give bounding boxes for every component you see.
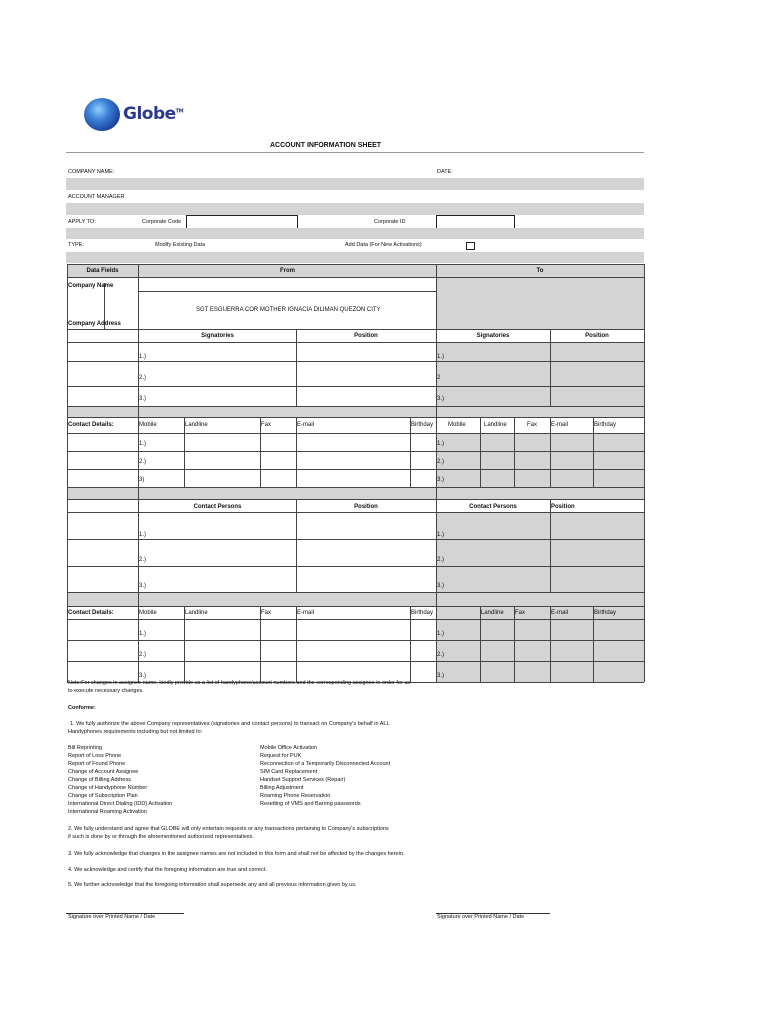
logo-text: Globe™ bbox=[123, 104, 184, 124]
page-title: ACCOUNT INFORMATION SHEET bbox=[270, 142, 382, 149]
contact2-2-num: 2.) bbox=[139, 652, 147, 658]
col2-fax: Fax bbox=[261, 610, 272, 616]
cp-2-num: 2.) bbox=[139, 557, 147, 563]
to-col2-fax: Fax bbox=[515, 610, 526, 616]
company-name-field[interactable] bbox=[66, 178, 644, 190]
globe-logo-icon bbox=[84, 98, 120, 131]
to-col-landline: Landline bbox=[484, 422, 507, 428]
to-cp-2-num: 2.) bbox=[437, 557, 445, 563]
to-cp-1-num: 1.) bbox=[437, 532, 445, 538]
col2-email: E-mail bbox=[297, 610, 315, 616]
to-col-fax: Fax bbox=[527, 422, 538, 428]
to-contact-3-num: 3.) bbox=[437, 477, 445, 483]
col-email: E-mail bbox=[297, 422, 315, 428]
header-from: From bbox=[280, 268, 295, 274]
add-data-checkbox[interactable] bbox=[466, 242, 475, 250]
to-col2-landline: Landline bbox=[481, 610, 504, 616]
col2-birthday: Birthday bbox=[411, 610, 434, 616]
left-list-1: Report of Loss Phone bbox=[68, 753, 122, 759]
conforme-p5: 5. We further acknowledge that the foregoing information shall supersede any and all previous information given by us. bbox=[68, 882, 357, 888]
left-list-0: Bill Reprinting bbox=[68, 745, 102, 751]
conforme-p1b: Handyphones requirements including but not limited to: bbox=[68, 729, 203, 735]
left-list-5: Change of Handyphone Number bbox=[68, 785, 148, 791]
header-to: To bbox=[536, 268, 544, 274]
to-position-header: Position bbox=[585, 333, 609, 339]
left-list-3: Change of Account Assignee bbox=[68, 769, 139, 775]
corporate-code-label: Corporate Code bbox=[142, 219, 182, 225]
to-contact2-1-num: 1.) bbox=[437, 631, 445, 637]
conforme-p2a: 2. We fully understand and agree that GLOBE will only entertain requests or any transactions pertaining to Company's subscriptions bbox=[68, 826, 389, 832]
to-signatories-header: Signatories bbox=[476, 333, 510, 339]
header-data-fields: Data Fields bbox=[86, 268, 119, 274]
left-list-8: International Roaming Activation bbox=[68, 809, 147, 815]
signatory-2-num: 2.) bbox=[139, 375, 147, 381]
conforme-heading: Conforme: bbox=[68, 705, 96, 711]
company-name-row-label: Company Name bbox=[68, 283, 114, 289]
signatories-header: Signatories bbox=[201, 333, 234, 339]
to-col2-email: E-mail bbox=[551, 610, 569, 616]
col-landline: Landline bbox=[185, 422, 208, 428]
right-list-6: Roaming Phone Reservation bbox=[260, 793, 331, 799]
left-list-2: Report of Found Phone bbox=[68, 761, 126, 767]
conforme-p2b: if such is done by or through the aforementioned authorized representatives. bbox=[68, 834, 254, 840]
contact2-1-num: 1.) bbox=[139, 631, 147, 637]
company-name-label: COMPANY NAME: bbox=[68, 169, 115, 175]
note-line-1: Note:For changes in assignee name, kindly provide us a list of handyphone/account numbers and the corresponding assignee in order for us bbox=[68, 680, 411, 686]
to-signatory-1-num: 1.) bbox=[437, 354, 445, 360]
to-signatory-2-num: 2 bbox=[437, 375, 441, 381]
col2-mobile: Mobile bbox=[139, 610, 157, 616]
right-list-4: Handset Support Services (Repair) bbox=[260, 777, 346, 783]
signature-right-label: Signature over Printed Name / Date bbox=[437, 914, 525, 920]
contact-persons-header: Contact Persons bbox=[193, 504, 242, 510]
signatory-3-num: 3.) bbox=[139, 396, 147, 402]
col-birthday: Birthday bbox=[411, 422, 434, 428]
right-list-5: Billing Adjustment bbox=[260, 785, 304, 791]
to-contact-2-num: 2.) bbox=[437, 459, 445, 465]
right-list-0: Mobile Office Activation bbox=[260, 745, 318, 751]
position-header: Position bbox=[354, 333, 378, 339]
company-address-row-label: Company Address bbox=[68, 321, 121, 327]
right-list-2: Reconnection of a Temporarily Disconnected Account bbox=[260, 761, 391, 767]
to-col-email: E-mail bbox=[551, 422, 569, 428]
to-col-birthday: Birthday bbox=[594, 422, 617, 428]
account-manager-label: ACCOUNT MANAGER bbox=[68, 194, 125, 200]
col-fax: Fax bbox=[261, 422, 272, 428]
col2-landline: Landline bbox=[185, 610, 208, 616]
to-contact2-3-num: 3.) bbox=[437, 673, 445, 679]
contact2-3-num: 3.) bbox=[139, 673, 147, 679]
corporate-id-input[interactable] bbox=[436, 215, 515, 229]
conforme-p1a: 1. We fully authorize the above Company representatives (signatories and contact persons) to transact on Company's behalf in ALL bbox=[70, 721, 390, 727]
corporate-code-input[interactable] bbox=[186, 215, 298, 229]
left-list-7: International Direct Dialing (IDD) Activation bbox=[68, 801, 173, 807]
right-list-3: SIM Card Replacement bbox=[260, 769, 318, 775]
to-contact2-2-num: 2.) bbox=[437, 652, 445, 658]
right-list-7: Resetting of VMS and Barring passwords bbox=[260, 801, 361, 807]
col-mobile: Mobile bbox=[139, 422, 157, 428]
account-manager-field[interactable] bbox=[66, 203, 644, 215]
company-address-value: SGT ESGUERRA COR MOTHER IGNACIA DILIMAN QUEZON CITY bbox=[196, 307, 381, 313]
contact-3-num: 3) bbox=[139, 477, 145, 483]
cp-1-num: 1.) bbox=[139, 532, 147, 538]
right-list-1: Request for PUK bbox=[260, 753, 302, 759]
left-list-4: Change of Billing Address bbox=[68, 777, 131, 783]
to-col2-birthday: Birthday bbox=[594, 610, 617, 616]
modify-data-label: Modify Existing Data bbox=[155, 242, 206, 248]
cp-position-header: Position bbox=[354, 504, 378, 510]
signatory-1-num: 1.) bbox=[139, 354, 147, 360]
add-data-label: Add Data (For New Activations) bbox=[345, 242, 422, 248]
type-label: TYPE: bbox=[68, 242, 84, 248]
to-contact-1-num: 1.) bbox=[437, 441, 445, 447]
left-list-6: Change of Subscription Plan bbox=[68, 793, 138, 799]
to-signatory-3-num: 3.) bbox=[437, 396, 445, 402]
to-cp-3-num: 3.) bbox=[437, 583, 445, 589]
conforme-p4: 4. We acknowledge and certify that the foregoing information are true and correct. bbox=[68, 867, 267, 873]
signature-left-label: Signature over Printed Name / Date bbox=[68, 914, 156, 920]
to-col-mobile: Mobile bbox=[448, 422, 466, 428]
contact-2-num: 2.) bbox=[139, 459, 147, 465]
note-line-2: to execute necessary changes. bbox=[68, 688, 144, 694]
to-contact-persons-header: Contact Persons bbox=[469, 504, 517, 510]
conforme-p3: 3. We fully acknowledge that changes in the assignee names are not included in this form and shall not be affected by the changes herein. bbox=[68, 851, 405, 857]
contact-details-label: Contact Details: bbox=[68, 422, 114, 428]
contact-details-2-label: Contact Details: bbox=[68, 610, 114, 616]
contact-1-num: 1.) bbox=[139, 441, 147, 447]
to-cp-position-header: Position bbox=[551, 504, 575, 510]
corporate-id-label: Corporate ID bbox=[374, 219, 406, 225]
date-label: DATE: bbox=[437, 169, 453, 175]
cp-3-num: 3.) bbox=[139, 583, 147, 589]
to-company-field[interactable] bbox=[436, 278, 644, 329]
apply-to-label: APPLY TO: bbox=[68, 219, 96, 225]
